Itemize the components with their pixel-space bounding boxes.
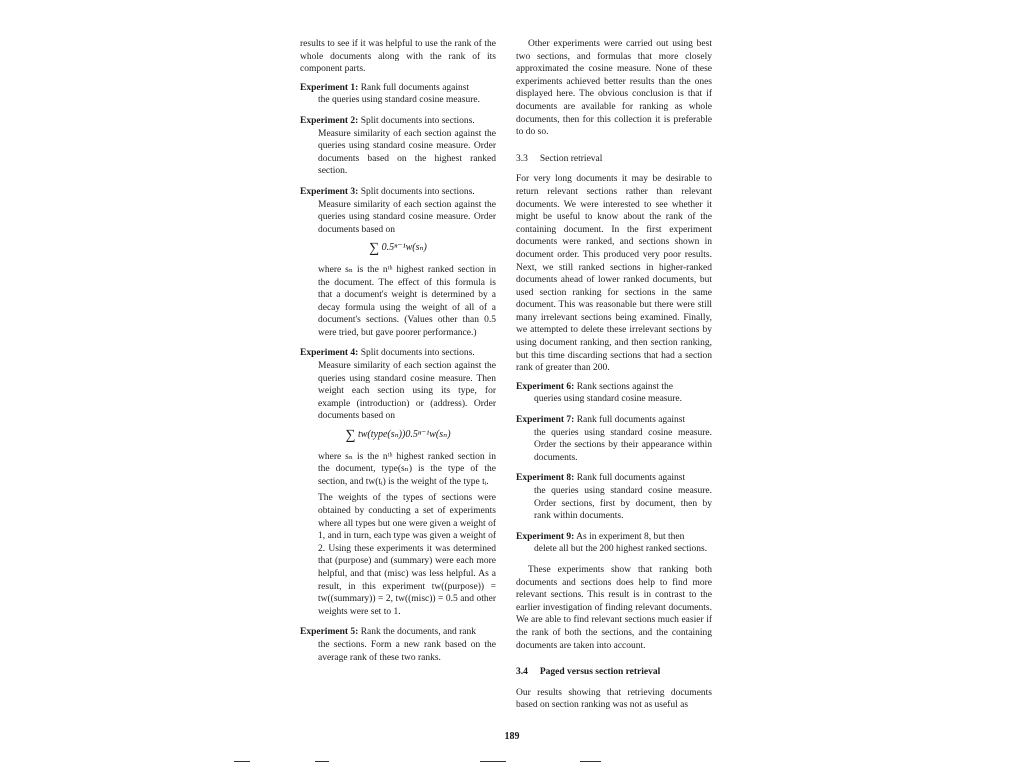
sum-symbol: ∑ — [369, 241, 380, 257]
right-intro-paragraph: Other experiments were carried out using best two sections, and formulas that more closely approximated the cosine measure. None of these experiments achieved better results than the ones displayed here. The obvious conclusion is that if documents are available for ranking as whole documents, then for this collection it is preferable to do so. — [516, 39, 712, 138]
experiment-1-label: Experiment 1: — [300, 82, 359, 93]
experiment-8-label: Experiment 8: — [516, 473, 575, 484]
experiment-9 — [516, 531, 712, 556]
experiment-6-body: queries using standard cosine measure. — [534, 394, 682, 405]
section-number: 3.4 — [516, 667, 528, 678]
experiment-6 — [516, 381, 712, 406]
experiment-6-label: Experiment 6: — [516, 381, 575, 392]
experiment-8 — [516, 472, 712, 522]
experiment-4 — [300, 347, 496, 618]
experiment-8-body: the queries using standard cosine measure. Order sections, first by document, then by rank within documents. — [534, 486, 712, 522]
section-number: 3.3 — [516, 153, 528, 164]
experiment-5-body: the sections. Form a new rank based on the average rank of these two ranks. — [318, 639, 496, 663]
experiment-9-first-line: As in experiment 8, but then — [576, 531, 685, 542]
formula-decay-expression: 0.5ⁿ⁻¹w(sₙ) — [381, 242, 427, 254]
experiment-4-body: Measure similarity of each section against the queries using standard cosine measure. Then weight each section using its type, for example (introduction) or (address). Order documents based on — [318, 361, 496, 422]
footer-rule — [315, 761, 329, 762]
experiment-4-continuation: where sₙ is the nᵗʰ highest ranked section in the document, type(sₙ) is the type of the section, and tw(tᵢ) is the weight of the type tᵢ. — [318, 451, 496, 487]
experiment-4-first-line: Split documents into sections. — [360, 348, 475, 359]
summary-paragraph: These experiments show that ranking both documents and sections does help to find more relevant sections. This result is in contrast to the earlier investigation of finding relevant documents. We are able to find relevant sections much easier if the rank of both the sections, and the containing documents are taken into account. — [516, 564, 712, 651]
footer-rule — [580, 761, 601, 762]
experiment-2 — [300, 115, 496, 178]
experiment-6-first-line: Rank sections against the — [576, 381, 673, 392]
experiment-7-body: the queries using standard cosine measure. Order the sections by their appearance within documents. — [534, 427, 712, 463]
left-column — [300, 38, 496, 672]
experiment-2-body: Measure similarity of each section against the queries using standard cosine measure. Order documents based on the highest ranked section. — [318, 128, 496, 177]
footer-rule — [234, 761, 250, 762]
page-number: 189 — [504, 731, 520, 742]
left-intro-paragraph: results to see if it was helpful to use the rank of the whole documents along with the rank of its component parts. — [300, 39, 496, 75]
experiment-4-weights-paragraph: The weights of the types of sections were obtained by conducting a set of experiments where all types but one were given a weight of 1, and in turn, each type was given a weight of 2. Using these experiments it was determined that (purpose) and (summary) were each more helpful, and that (misc) was less helpful. As a result, in this experiment tw((purpose)) = tw((summary)) = 2, tw((misc)) = 0.5 and other weights were set to 1. — [318, 493, 496, 617]
experiment-5 — [300, 626, 496, 664]
experiment-1 — [300, 82, 496, 107]
formula-type-weight — [300, 429, 496, 443]
sum-symbol: ∑ — [345, 428, 356, 444]
paged-retrieval-paragraph: Our results showing that retrieving documents based on section ranking was not as useful as — [516, 687, 712, 711]
formula-type-weight-expression: tw(type(sₙ))0.5ⁿ⁻¹w(sₙ) — [357, 429, 451, 441]
section-title: Paged versus section retrieval — [539, 667, 661, 678]
experiment-3-body: Measure similarity of each section against the queries using standard cosine measure. Order documents based on — [318, 199, 496, 235]
experiment-3-first-line: Split documents into sections. — [360, 186, 475, 197]
section-heading-3-3 — [516, 153, 712, 166]
section-retrieval-paragraph: For very long documents it may be desirable to return relevant sections rather than relevant documents. We were interested to see whether it might be useful to know about the rank of the containing document. In the first experiment documents were ranked, and sections shown in document order. This produced very poor results. Next, we still ranked sections in higher-ranked documents ahead of lower ranked documents, but used section ranking for sections in the same document. This was reasonable but there were still many irrelevant sections being examined. Finally, we attempted to delete these irrelevant sections by using document ranking, and then section ranking, but this time discarding sections that had a section rank of greater than 200. — [516, 174, 712, 374]
experiment-9-label: Experiment 9: — [516, 531, 575, 542]
formula-decay — [300, 242, 496, 256]
section-title: Section retrieval — [539, 153, 603, 164]
experiment-5-first-line: Rank the documents, and rank — [360, 627, 476, 638]
experiment-4-label: Experiment 4: — [300, 348, 359, 359]
experiment-3 — [300, 186, 496, 340]
experiment-1-body: the queries using standard cosine measure. — [318, 95, 480, 106]
experiment-7-first-line: Rank full documents against — [576, 415, 686, 426]
experiment-1-first-line: Rank full documents against — [360, 82, 470, 93]
experiment-7-label: Experiment 7: — [516, 415, 575, 426]
experiment-3-label: Experiment 3: — [300, 186, 359, 197]
experiment-5-label: Experiment 5: — [300, 627, 359, 638]
experiment-3-continuation: where sₙ is the nᵗʰ highest ranked section in the document. The effect of this formula is that a document's weight is determined by a decay formula using the weight of all of a document's sections. (Values other than 0.5 were tried, but gave poorer performance.) — [318, 264, 496, 338]
right-column — [516, 38, 712, 718]
section-heading-3-4 — [516, 666, 712, 679]
experiment-2-label: Experiment 2: — [300, 115, 359, 126]
experiment-2-first-line: Split documents into sections. — [360, 115, 475, 126]
experiment-9-body: delete all but the 200 highest ranked sections. — [534, 544, 708, 555]
experiment-7 — [516, 414, 712, 464]
experiment-8-first-line: Rank full documents against — [576, 473, 686, 484]
footer-rule — [480, 761, 506, 762]
